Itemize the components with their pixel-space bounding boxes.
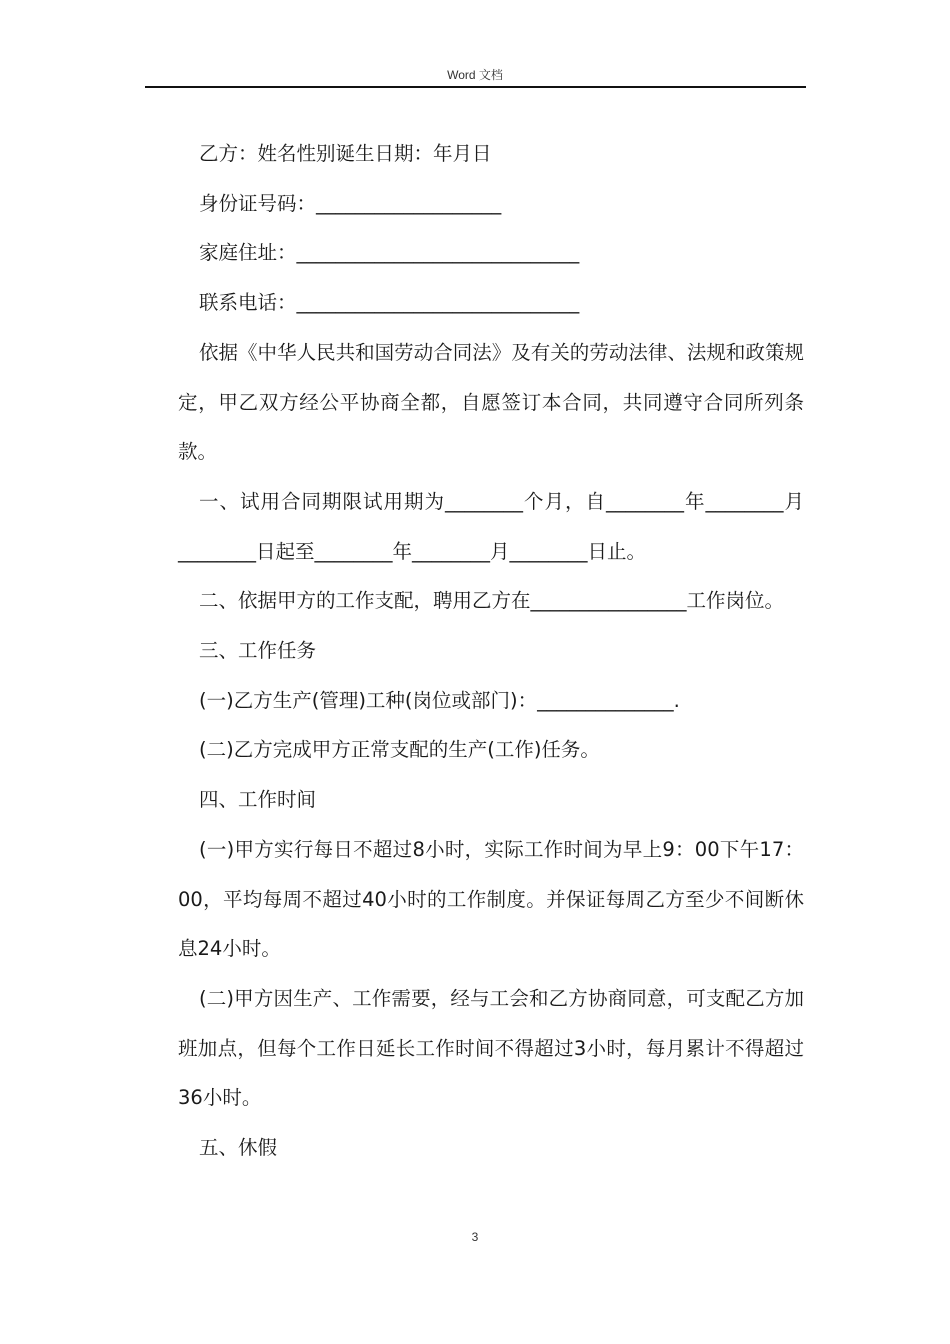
section-heading-hours: 四、工作时间 (199, 788, 317, 812)
party-b-info: 乙方：姓名性别诞生日期：年月日 (199, 142, 492, 165)
page-header: Word 文档 (447, 68, 503, 82)
phone-line: 联系电话：_____________________________ (199, 291, 580, 315)
preamble-paragraph: 依据《中华人民共和国劳动合同法》及有关的劳动法律、法规和政策规定，甲乙双方经公平协商全都，自愿签订本合同，共同遵守合同所列条款。 (178, 340, 804, 464)
task-item-1: (一)乙方生产(管理)工种(岗位或部门)：______________. (199, 688, 680, 712)
id-number-line: 身份证号码：___________________ (199, 191, 502, 215)
section-heading-leave: 五、休假 (199, 1136, 278, 1160)
clause-position: 二、依据甲方的工作支配，聘用乙方在________________工作岗位。 (199, 589, 785, 613)
hours-item-1: (一)甲方实行每日不超过8小时，实际工作时间为早上9：00下午17：00，平均每周不超过40小时的工作制度。并保证每周乙方至少不间断休息24小时。 (178, 837, 804, 961)
hours-item-2: (二)甲方因生产、工作需要，经与工会和乙方协商同意，可支配乙方加班加点，但每个工作日延长工作时间不得超过3小时，每月累计不得超过36小时。 (178, 986, 804, 1110)
document-body (178, 129, 804, 1173)
clause-probation: 一、试用合同期限试用期为________个月，自________年________月________日起至________年________月________日止。 (178, 489, 804, 563)
page-number: 3 (471, 1230, 479, 1244)
home-address-line: 家庭住址：_____________________________ (199, 241, 580, 265)
section-heading-tasks: 三、工作任务 (199, 639, 317, 663)
task-item-2: (二)乙方完成甲方正常支配的生产(工作)任务。 (199, 738, 600, 762)
header-divider (145, 86, 806, 88)
